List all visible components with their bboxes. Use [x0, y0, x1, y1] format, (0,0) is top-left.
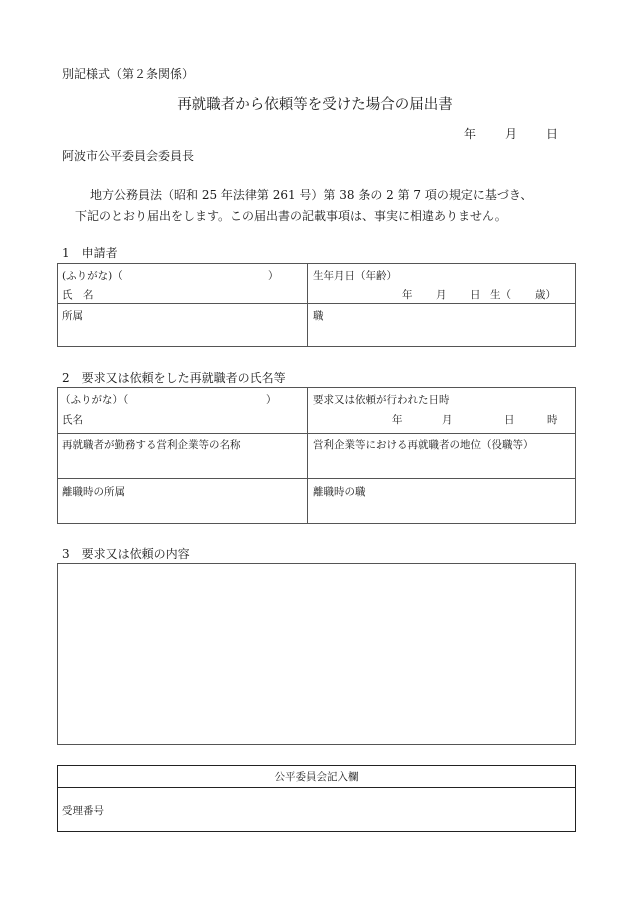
- requester-table: [57, 387, 576, 524]
- form-label: 別記様式（第２条関係）: [62, 67, 195, 81]
- birthdate-label: 生年月日（年齢）: [313, 270, 397, 282]
- intro-line-2: 下記のとおり届出をします。この届出書の記載事項は、事実に相違ありません。: [75, 209, 507, 223]
- request-month-label: 月: [442, 414, 453, 426]
- date-day-label: 日: [546, 127, 559, 141]
- former-position-label: 離職時の職: [313, 486, 366, 498]
- requester-table-divider: [307, 387, 308, 524]
- request-year-label: 年: [392, 414, 403, 426]
- requester-furigana-close: ）: [266, 394, 277, 406]
- request-datetime-label: 要求又は依頼が行われた日時: [313, 394, 450, 406]
- applicant-furigana-label: (ふりがな)（: [62, 270, 123, 282]
- date-year-label: 年: [464, 127, 477, 141]
- requester-table-row-divider-2: [57, 478, 576, 479]
- section1-heading: 1 申請者: [62, 246, 118, 260]
- company-position-label: 営利企業等における再就職者の地位（役職等）: [313, 439, 534, 451]
- intro-line-1: 地方公務員法（昭和 25 年法律第 261 号）第 38 条の 2 第 7 項の規定に基づき、: [90, 188, 533, 202]
- applicant-name-label: 氏 名: [62, 289, 94, 301]
- request-day-label: 日: [504, 414, 515, 426]
- request-hour-label: 時: [547, 414, 558, 426]
- page-title: 再就職者から依頼等を受けた場合の届出書: [177, 97, 453, 113]
- birth-month-label: 月: [436, 289, 447, 301]
- birth-day-label: 日: [470, 289, 481, 301]
- applicant-table-row-divider: [57, 303, 576, 304]
- birth-born-label: 生（: [490, 289, 511, 301]
- request-content-text: [58, 564, 575, 576]
- birth-year-label: 年: [402, 289, 413, 301]
- requester-name-label: 氏名: [62, 414, 83, 426]
- section2-heading: 2 要求又は依頼をした再就職者の氏名等: [62, 371, 286, 385]
- applicant-table-divider: [307, 263, 308, 347]
- request-content-box[interactable]: [57, 563, 576, 745]
- affiliation-label: 所属: [62, 310, 83, 322]
- requester-table-row-divider-1: [57, 433, 576, 434]
- date-month-label: 月: [505, 127, 518, 141]
- age-label: 歳）: [535, 289, 556, 301]
- receipt-number-label: 受理番号: [62, 805, 104, 817]
- office-use-divider: [57, 787, 576, 788]
- requester-furigana-label: （ふりがな）（: [60, 394, 129, 406]
- company-name-label: 再就職者が勤務する営利企業等の名称: [62, 439, 241, 451]
- former-affiliation-label: 離職時の所属: [62, 486, 125, 498]
- position-label: 職: [313, 310, 324, 322]
- office-use-heading: 公平委員会記入欄: [274, 771, 359, 783]
- addressee: 阿波市公平委員会委員長: [62, 149, 195, 163]
- section3-heading: 3 要求又は依頼の内容: [62, 547, 190, 561]
- applicant-furigana-close: ）: [268, 270, 279, 282]
